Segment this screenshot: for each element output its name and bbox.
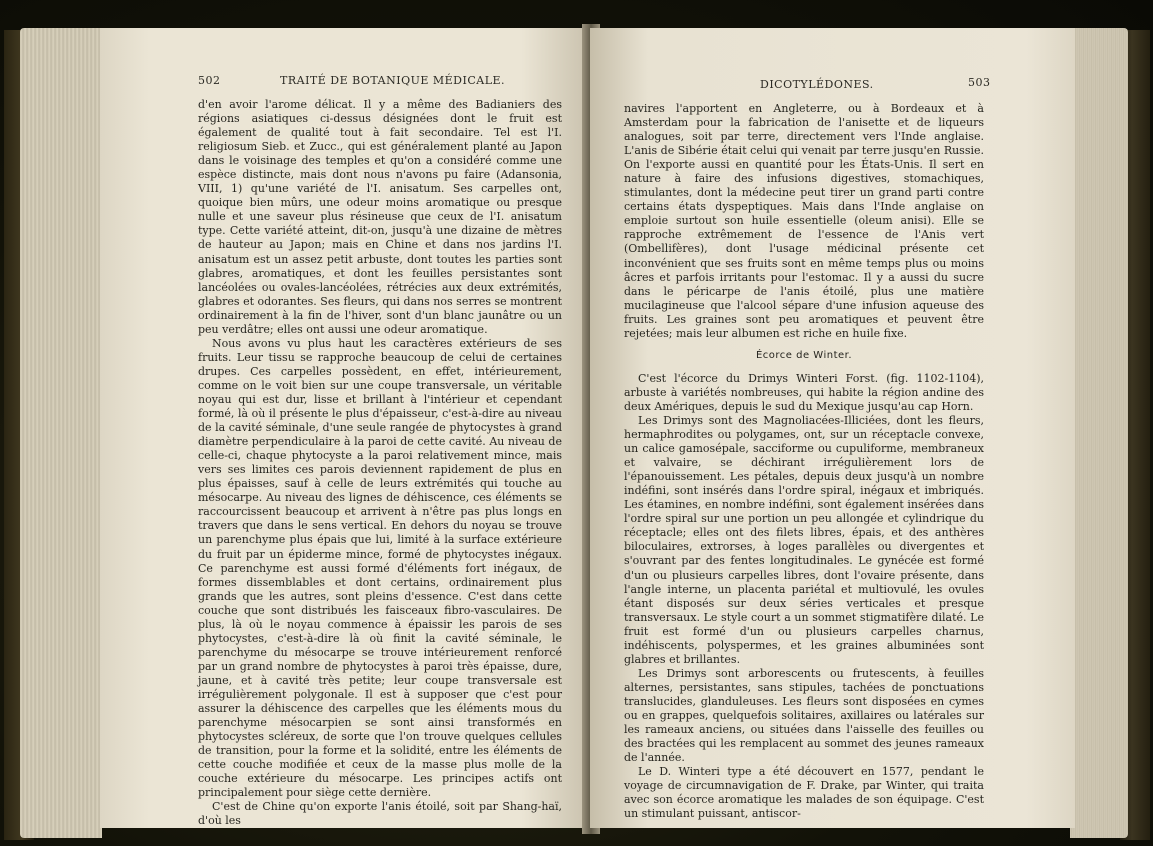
right-paragraph-4: Les Drimys sont arborescents ou frutescents, à feuilles alternes, persistantes, sans stipules, tachées de ponctuations translucides, glanduleuses. Les fleurs sont disposées en cymes ou en grappes, quelquefois solitaires, axillaires ou latérales sur les rameaux anciens, ou situées dans l'aisselle des feuilles ou des bractées qui les remplacent au sommet des jeunes rameaux de l'année. xyxy=(624,666,984,765)
right-page xyxy=(590,28,1075,828)
left-paragraph-2: Nous avons vu plus haut les caractères extérieurs de ses fruits. Leur tissu se rapproche beaucoup de celui de certaines drupes. Ces carpelles possèdent, en effet, intérieurement, comme on le voit bien sur une coupe transversale, un véritable noyau qui est dur, lisse et brillant à l'intérieur et cependant formé, là où il présente le plus d'épaisseur, c'est-à-dire au niveau de la cavité séminale, d'une seule rangée de phytocystes à grand diamètre perpendiculaire à la paroi de cette cavité. Au niveau de celle-ci, chaque phytocyste a la paroi relativement mince, mais vers ses limites ces parois deviennent rapidement de plus en plus épaisses, sauf à celle de leurs extrémités qui touche au mésocarpe. Au niveau des lignes de déhiscence, ces éléments se raccourcissent beaucoup et arrivent à n'être pas plus longs en travers que dans le sens vertical. En dehors du noyau se trouve un parenchyme plus épais que lui, limité à la surface extérieure du fruit par un épiderme mince, formé de phytocystes inégaux. Ce parenchyme est aussi formé d'éléments fort inégaux, de formes dissemblables et dont certains, ordinairement plus grands que les autres, sont pleins d'essence. C'est dans cette couche que sont distribués les faisceaux fibro-vasculaires. De plus, là où le noyau commence à épaissir les parois de ses phytocystes, c'est-à-dire là où finit la cavité séminale, le parenchyme du mésocarpe se trouve intérieurement renforcé par un grand nombre de phytocystes à paroi très épaisse, dure, jaune, et à cavité très petite; leur coupe transversale est irrégulièrement polygonale. Il est à supposer que c'est pour assurer la déhiscence des carpelles que les éléments mous du parenchyme mésocarpien se sont ainsi transformés en phytocystes scléreux, de sorte que l'on trouve quelques cellules de transition, pour la forme et la solidité, entre les éléments de cette couche modifiée et ceux de la masse plus molle de la couche extérieure du mésocarpe. Les principes actifs ont principalement pour siège cette dernière. xyxy=(198,336,562,800)
right-running-head: DICOTYLÉDONES. xyxy=(760,78,874,91)
right-page-number: 503 xyxy=(968,76,991,89)
right-paragraph-1: navires l'apportent en Angleterre, ou à Bordeaux et à Amsterdam pour la fabrication de l'anisette et de liqueurs analogues, soit par terre, directement vers l'Inde anglaise. L'anis de Sibérie était celui qui venait par terre jusqu'en Russie. On l'exporte aussi en quantité pour les États-Unis. Il sert en nature à faire des infusions digestives, stomachiques, stimulantes, dont la médecine peut tirer un grand parti contre certains états dyspeptiques. Mais dans l'Inde anglaise on emploie surtout son huile essentielle (oleum anisi). Elle se rapproche extrêmement de l'essence de l'Anis vert (Ombellifères), dont l'usage médicinal présente cet inconvénient que ses fruits sont en même temps plus ou moins âcres et parfois irritants pour l'estomac. Il y a aussi du sucre dans le péricarpe de l'anis étoilé, plus une matière mucilagineuse que l'alcool sépare d'une infusion aqueuse des fruits. Les graines sont peu aromatiques et peuvent être rejetées; mais leur albumen est riche en huile fixe. xyxy=(624,102,984,340)
left-running-head: TRAITÉ DE BOTANIQUE MÉDICALE. xyxy=(280,74,506,87)
section-heading: Écorce de Winter. xyxy=(755,349,853,361)
page-edges-left xyxy=(20,28,102,838)
right-paragraph-5: Le D. Winteri type a été découvert en 1577, pendant le voyage de circumnavigation de F. Drake, par Winter, qui traita avec son écorce aromatique les malades de son équipage. C'est un stimulant puissant, antiscor- xyxy=(624,765,984,821)
left-page-body xyxy=(198,98,562,828)
page-edges-right xyxy=(1070,28,1128,838)
right-paragraph-2: C'est l'écorce du Drimys Winteri Forst. (fig. 1102-1104), arbuste à variétés nombreuses, qui habite la région andine des deux Amériques, depuis le sud du Mexique jusqu'au cap Horn. xyxy=(624,371,984,413)
right-page-body xyxy=(624,102,984,821)
left-paragraph-3: C'est de Chine qu'on exporte l'anis étoilé, soit par Shang-haï, d'où les xyxy=(198,800,562,828)
left-paragraph-1: d'en avoir l'arome délicat. Il y a même des Badianiers des régions asiatiques ci-dessus désignées dont le fruit est également de qualité tout à fait secondaire. Tel est l'I. religiosum Sieb. et Zucc., qui est généralement planté au Japon dans le voisinage des temples et qu'on a considéré comme une espèce distincte, mais dont nous n'avons pu faire (Adansonia, VIII, 1) qu'une variété de l'I. anisatum. Ses carpelles ont, quoique bien mûrs, une odeur moins aromatique ou presque nulle et une saveur plus résineuse que ceux de l'I. anisatum type. Cette variété atteint, dit-on, jusqu'à une dizaine de mètres de hauteur au Japon; mais en Chine et dans nos jardins l'I. anisatum est un assez petit arbuste, dont toutes les parties sont glabres, aromatiques, et dont les feuilles persistantes sont lancéolées ou ovales-lancéolées, rétrécies aux deux extrémités, glabres et odorantes. Ses fleurs, qui dans nos serres se montrent ordinairement à la fin de l'hiver, sont d'un blanc jaunâtre ou un peu verdâtre; elles ont aussi une odeur aromatique. xyxy=(198,98,562,336)
left-page-number: 502 xyxy=(198,74,221,87)
right-paragraph-3: Les Drimys sont des Magnoliacées-Illiciées, dont les fleurs, hermaphrodites ou polygames, ont, sur un réceptacle convexe, un calice gamosépale, sacciforme ou cupuliforme, membraneux et valvaire, se déchirant irrégulièrement lors de l'épanouissement. Les pétales, depuis deux jusqu'à un nombre indéfini, sont insérés dans l'ordre spiral, inégaux et imbriqués. Les étamines, en nombre indéfini, sont également insérées dans l'ordre spiral sur une portion un peu allongée et cylindrique du réceptacle; elles ont des filets libres, épais, et des anthères biloculaires, extrorses, à loges parallèles ou divergentes et s'ouvrant par des fentes longitudinales. Le gynécée est formé d'un ou plusieurs carpelles libres, dont l'ovaire présente, dans l'angle interne, un placenta pariétal et multiovulé, les ovules étant disposés sur deux séries verticales et presque transversaux. Le style court a un sommet stigmatifère dilaté. Le fruit est formé d'un ou plusieurs carpelles charnus, indéhiscents, polyspermes, et les graines albuminées sont glabres et brillantes. xyxy=(624,413,984,666)
left-page xyxy=(100,28,590,828)
